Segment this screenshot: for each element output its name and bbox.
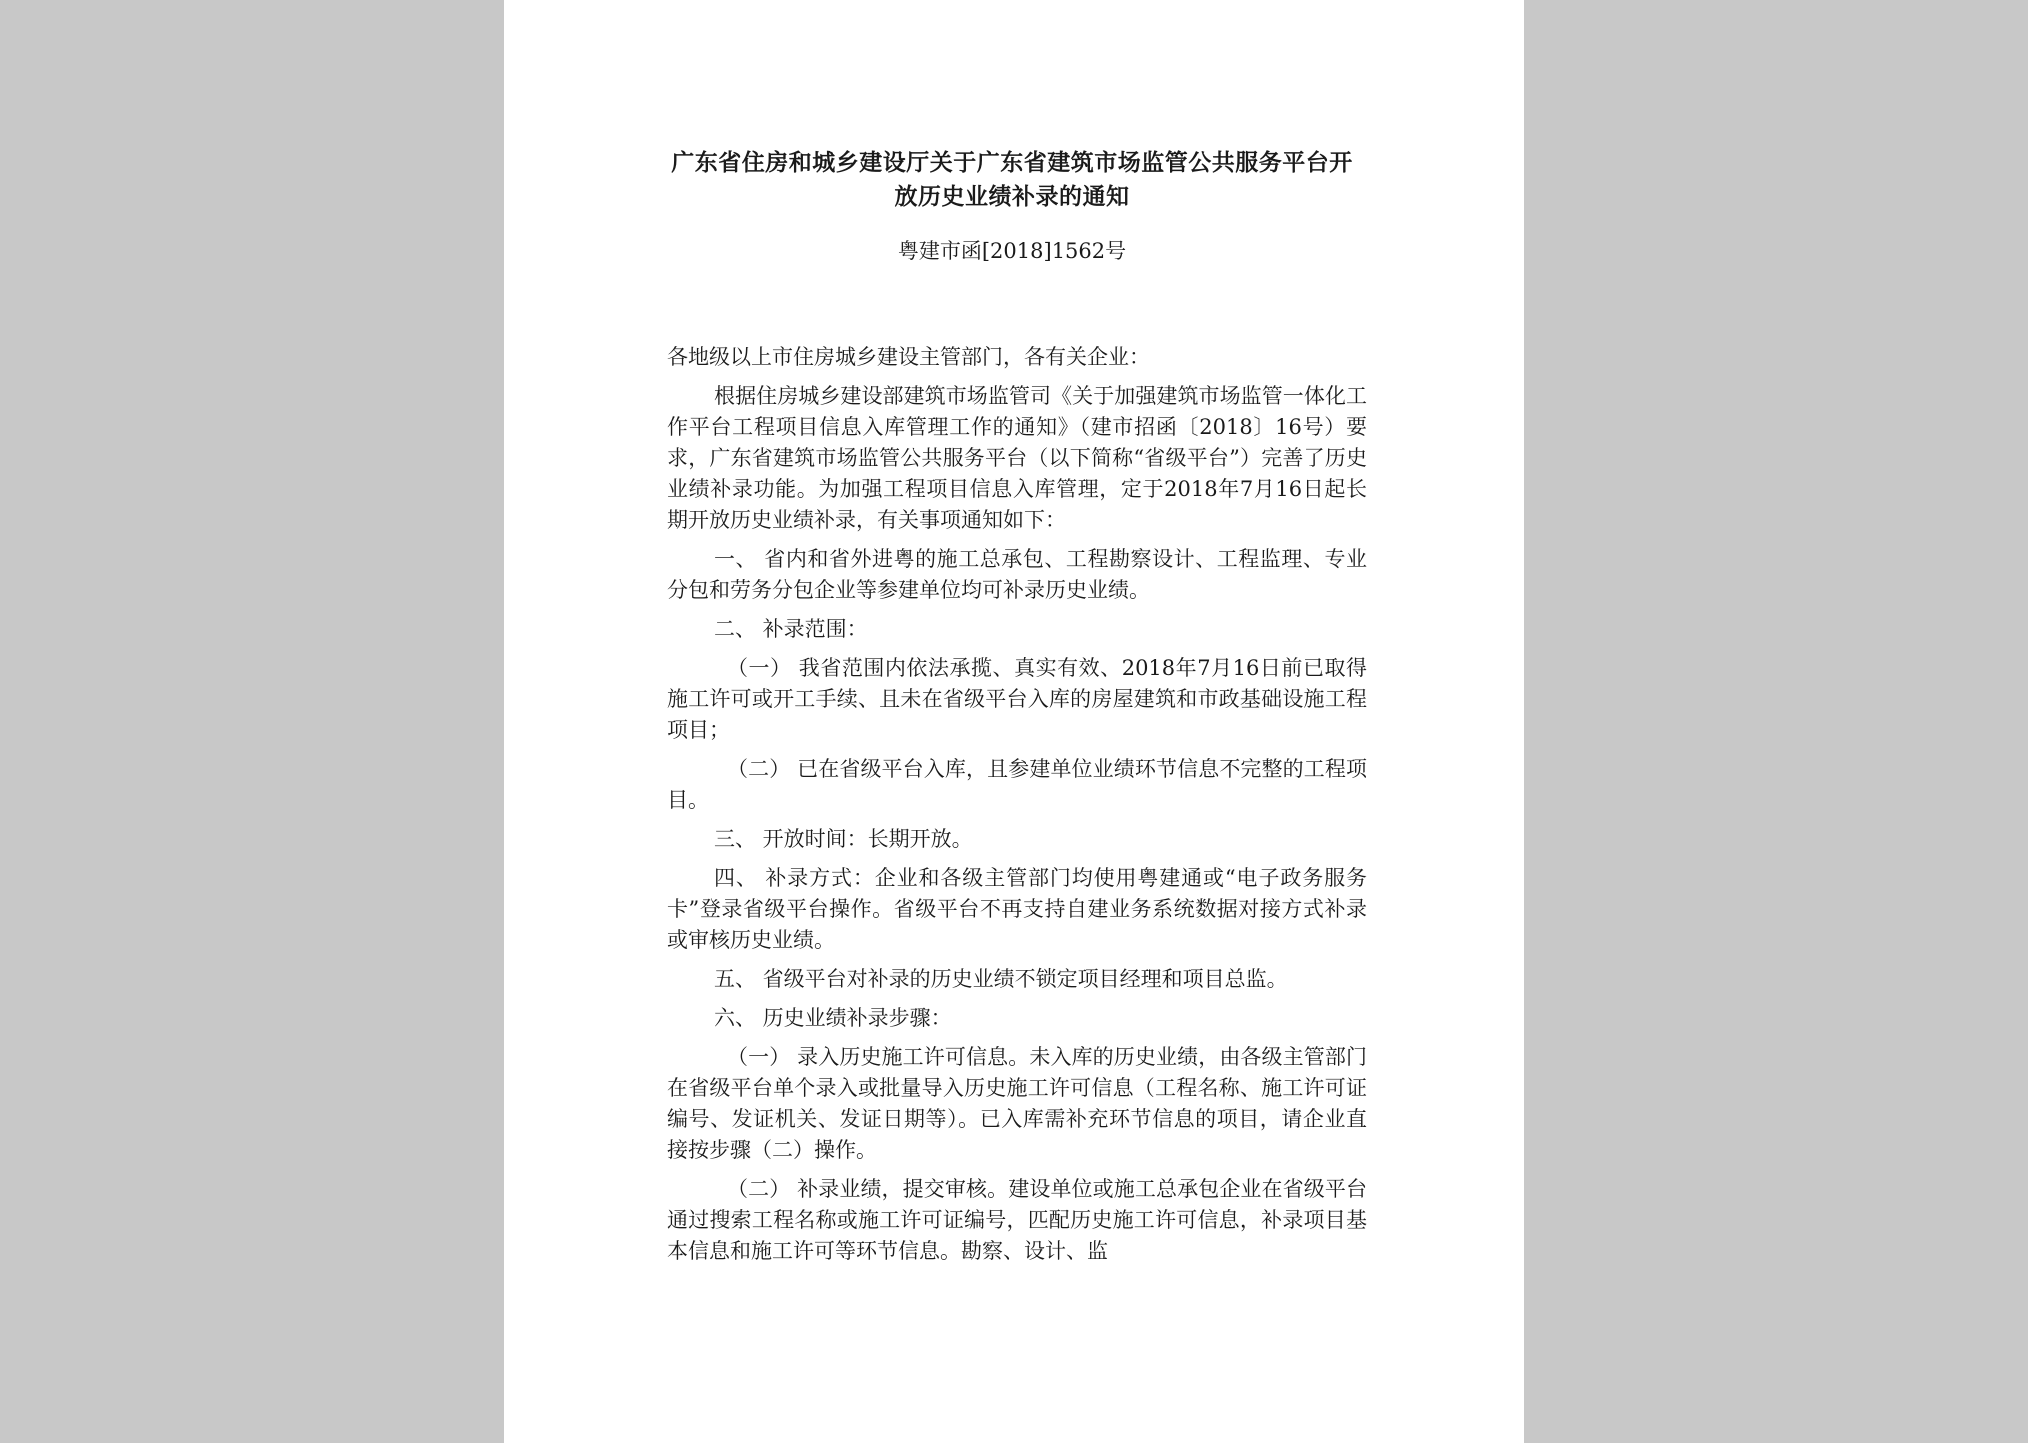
paragraph-item-3: 三、 开放时间：长期开放。: [714, 827, 973, 851]
document-page: [504, 0, 1524, 1443]
paragraph-item-2: 二、 补录范围：: [714, 617, 868, 641]
paragraph-intro: 根据住房城乡建设部建筑市场监管司《关于加强建筑市场监管一体化工作平台工程项目信息入库管理工作的通知》（建市招函〔2018〕16号）要求，广东省建筑市场监管公共服务平台（以下简称“省级平台”）完善了历史业绩补录功能。为加强工程项目信息入库管理，定于2018年7月16日起长期开放历史业绩补录，有关事项通知如下：: [667, 384, 1367, 532]
document-body: [667, 342, 1367, 1275]
paragraph-item-2-2: （二） 已在省级平台入库，且参建单位业绩环节信息不完整的工程项目。: [667, 757, 1367, 812]
document-number: 粤建市函[2018]1562号: [897, 239, 1127, 263]
paragraph-item-4: 四、 补录方式：企业和各级主管部门均使用粤建通或“电子政务服务卡”登录省级平台操作。省级平台不再支持自建业务系统数据对接方式补录或审核历史业绩。: [667, 866, 1367, 952]
paragraph-item-6: 六、 历史业绩补录步骤：: [714, 1006, 952, 1030]
paragraph-item-5: 五、 省级平台对补录的历史业绩不锁定项目经理和项目总监。: [714, 967, 1288, 991]
paragraph-item-6-2: （二） 补录业绩，提交审核。建设单位或施工总承包企业在省级平台通过搜索工程名称或施工许可证编号，匹配历史施工许可信息，补录项目基本信息和施工许可等环节信息。勘察、设计、监: [667, 1177, 1367, 1263]
paragraph-item-1: 一、 省内和省外进粤的施工总承包、工程勘察设计、工程监理、专业分包和劳务分包企业等参建单位均可补录历史业绩。: [667, 547, 1367, 602]
document-title: 广东省住房和城乡建设厅关于广东省建筑市场监管公共服务平台开放历史业绩补录的通知: [671, 150, 1353, 210]
paragraph-item-6-1: （一） 录入历史施工许可信息。未入库的历史业绩，由各级主管部门在省级平台单个录入或批量导入历史施工许可信息（工程名称、施工许可证编号、发证机关、发证日期等）。已入库需补充环节信息的项目，请企业直接按步骤（二）操作。: [667, 1045, 1367, 1162]
salutation: 各地级以上市住房城乡建设主管部门，各有关企业：: [667, 345, 1150, 369]
paragraph-item-2-1: （一） 我省范围内依法承揽、真实有效、2018年7月16日前已取得施工许可或开工手续、且未在省级平台入库的房屋建筑和市政基础设施工程项目；: [667, 656, 1367, 742]
